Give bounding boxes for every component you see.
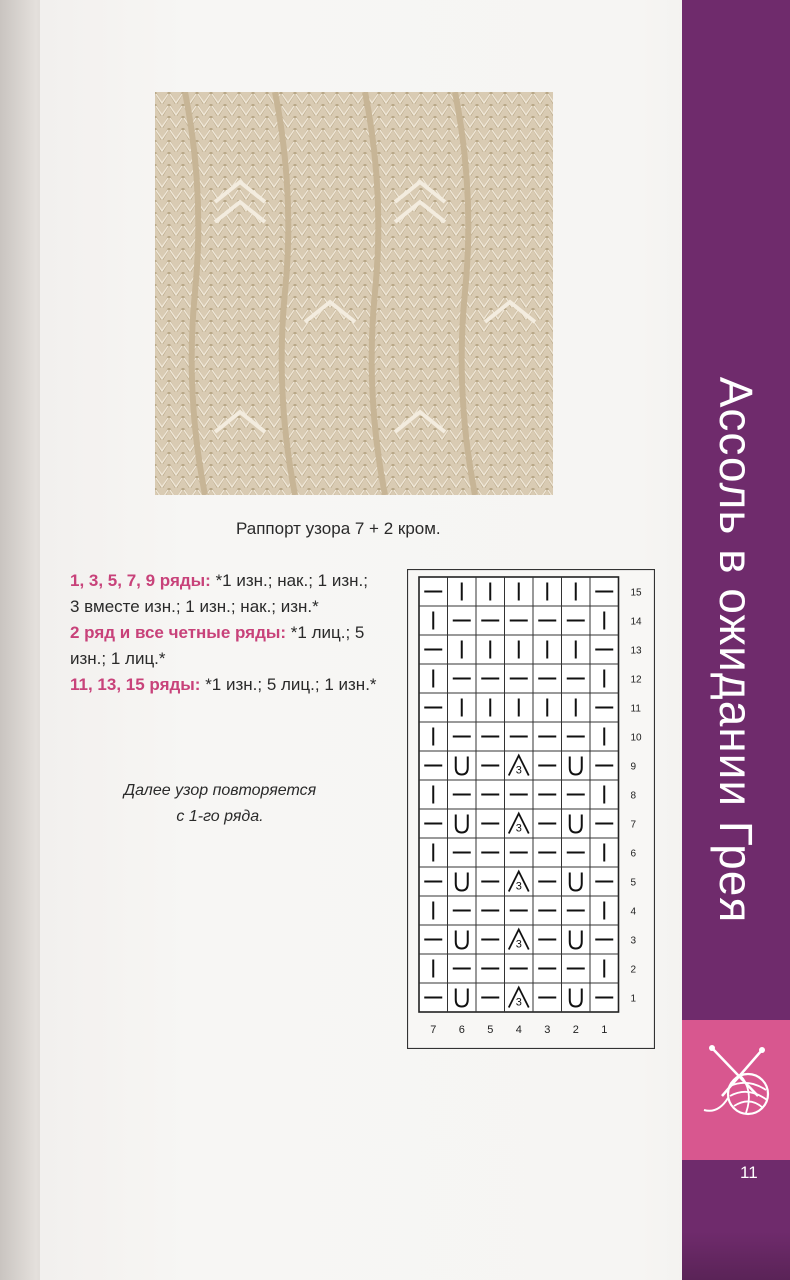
page-number: 11 <box>740 1163 758 1182</box>
yarn-ball-icon <box>700 1040 778 1130</box>
row-number-label: 12 <box>630 674 642 686</box>
row-number-label: 2 <box>630 964 637 976</box>
row-number-label: 8 <box>630 790 637 802</box>
instruction-even-rows <box>70 620 380 672</box>
instructions <box>70 568 380 698</box>
row-number-label: 9 <box>630 761 637 773</box>
instruction-label: 1, 3, 5, 7, 9 ряды: <box>70 571 211 590</box>
pattern-repeat-caption: Раппорт узора 7 + 2 кром. <box>236 519 441 538</box>
purl-3-together-label: 3 <box>515 764 522 777</box>
instruction-label: 2 ряд и все четные ряды: <box>70 623 287 642</box>
page-number-band <box>682 1160 790 1280</box>
repeat-note <box>100 778 340 830</box>
instruction-text: *1 изн.; 5 лиц.; 1 изн.* <box>200 675 377 694</box>
column-number-label: 7 <box>430 1024 437 1036</box>
purl-3-together-label: 3 <box>515 822 522 835</box>
row-number-label: 7 <box>630 819 637 831</box>
instruction-top-rows <box>70 672 380 698</box>
column-number-label: 4 <box>515 1024 522 1036</box>
knitting-pattern-photo <box>155 92 553 495</box>
instruction-text: *1 лиц.; 5 изн.; 1 лиц.* <box>70 623 365 668</box>
purl-3-together-label: 3 <box>515 996 522 1009</box>
purl-3-together-label: 3 <box>515 880 522 893</box>
column-number-label: 2 <box>572 1024 579 1036</box>
row-number-label: 15 <box>630 587 642 599</box>
knitting-chart <box>407 569 655 1049</box>
row-number-label: 11 <box>630 703 641 715</box>
instruction-odd-rows <box>70 568 380 620</box>
row-number-label: 6 <box>630 848 637 860</box>
repeat-note-line: с 1-го ряда. <box>176 808 264 825</box>
column-number-label: 5 <box>487 1024 494 1036</box>
chapter-title: Ассоль в ожидании Грея <box>710 376 762 924</box>
row-number-label: 4 <box>630 906 637 918</box>
purl-3-together-label: 3 <box>515 938 522 951</box>
row-number-label: 14 <box>630 616 642 628</box>
column-number-label: 1 <box>601 1024 608 1036</box>
row-number-label: 13 <box>630 645 642 657</box>
instruction-label: 11, 13, 15 ряды: <box>70 675 201 694</box>
row-number-label: 3 <box>630 935 637 947</box>
column-number-label: 3 <box>544 1024 551 1036</box>
row-number-label: 10 <box>630 732 642 744</box>
row-number-label: 1 <box>630 993 637 1005</box>
column-number-label: 6 <box>458 1024 465 1036</box>
instruction-text: *1 изн.; нак.; 1 изн.; 3 вместе изн.; 1 изн.; нак.; изн.* <box>70 571 368 616</box>
row-number-label: 5 <box>630 877 637 889</box>
repeat-note-line: Далее узор повторяется <box>123 782 317 799</box>
